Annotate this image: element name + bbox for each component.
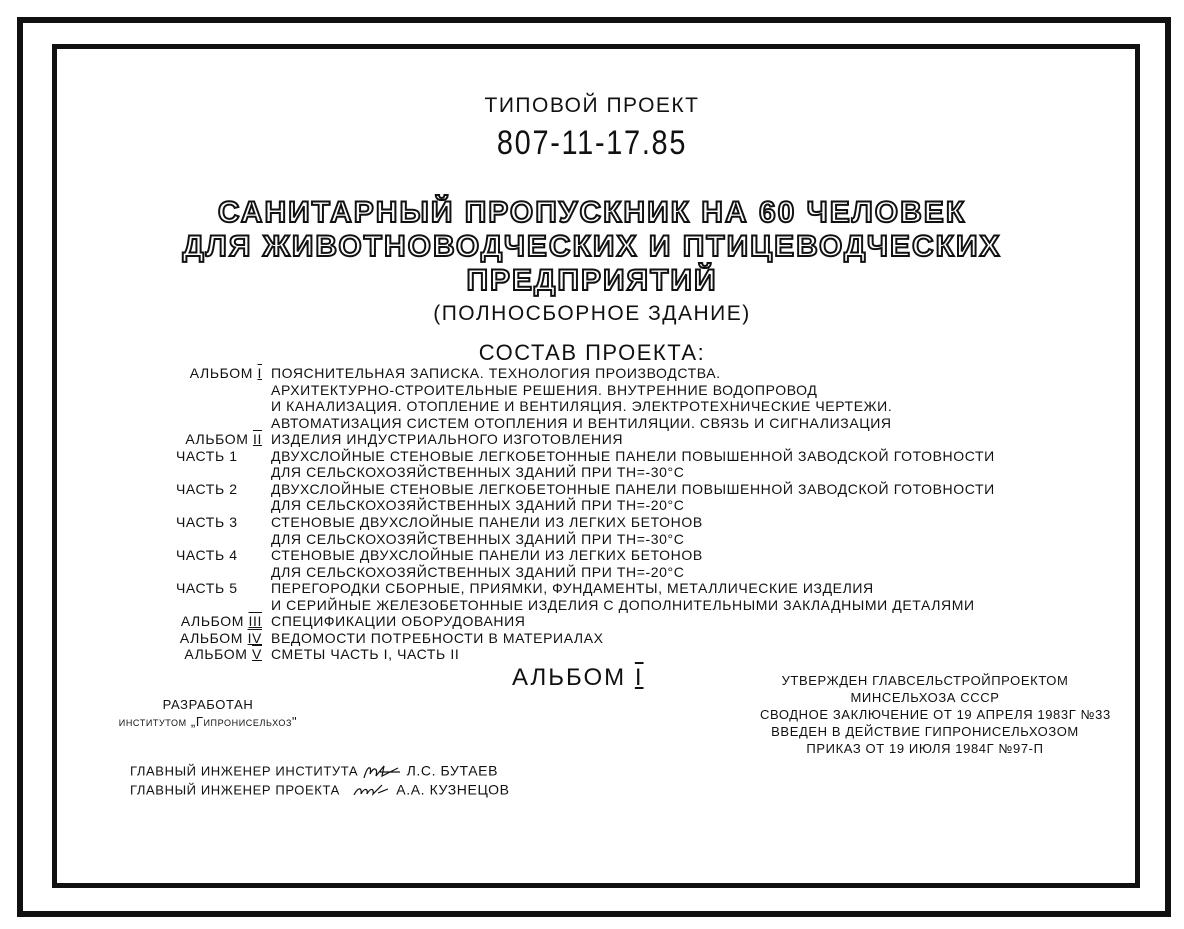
composition-row <box>0 514 1184 531</box>
row-text: ДЛЯ СЕЛЬСКОХОЗЯЙСТВЕННЫХ ЗДАНИЙ ПРИ TН=-30°C <box>271 464 685 481</box>
composition-row <box>0 646 1184 663</box>
title-line-2: ДЛЯ ЖИВОТНОВОДЧЕСКИХ И ПТИЦЕВОДЧЕСКИХ <box>182 230 1002 263</box>
developer-line-1: РАЗРАБОТАН <box>162 697 254 712</box>
row-text: ВЕДОМОСТИ ПОТРЕБНОСТИ В МАТЕРИАЛАХ <box>271 629 604 646</box>
row-numeral: V <box>252 646 262 663</box>
composition-row <box>0 497 1184 514</box>
row-label-text: ЧАСТЬ 4 <box>176 547 238 564</box>
approval-block <box>760 672 1111 757</box>
composition-row <box>0 382 1184 399</box>
signature-role: ГЛАВНЫЙ ИНЖЕНЕР ИНСТИТУТА <box>130 763 359 779</box>
signature-name: Л.С. БУТАЕВ <box>406 762 499 779</box>
row-numeral: IV <box>247 629 262 646</box>
row-label-text: АЛЬБОМ <box>184 646 248 663</box>
composition-row <box>0 630 1184 647</box>
row-label-text: АЛЬБОМ <box>189 365 253 381</box>
title-line-1: САНИТАРНЫЙ ПРОПУСКНИК НА 60 ЧЕЛОВЕК <box>217 196 967 229</box>
composition-row <box>0 580 1184 597</box>
row-text: АВТОМАТИЗАЦИЯ СИСТЕМ ОТОПЛЕНИЯ И ВЕНТИЛЯЦИИ. СВЯЗЬ И СИГНАЛИЗАЦИЯ <box>271 414 892 431</box>
row-label-text: ЧАСТЬ 5 <box>176 580 238 597</box>
row-label <box>176 580 238 597</box>
row-label-text: ЧАСТЬ 3 <box>176 513 238 530</box>
row-label-text: АЛЬБОМ <box>179 629 244 646</box>
composition-row <box>0 431 1184 448</box>
row-label <box>150 365 262 382</box>
album-label <box>512 664 644 692</box>
composition-row <box>0 415 1184 432</box>
row-numeral: I <box>257 365 262 381</box>
row-label <box>150 646 262 663</box>
row-text: СПЕЦИФИКАЦИИ ОБОРУДОВАНИЯ <box>271 613 526 630</box>
approval-line: УТВЕРЖДЕН ГЛАВСЕЛЬСТРОЙПРОЕКТОМ <box>781 673 1069 688</box>
row-text: ДВУХСЛОЙНЫЕ СТЕНОВЫЕ ЛЕГКОБЕТОННЫЕ ПАНЕЛИ ПОВЫШЕННОЙ ЗАВОДСКОЙ ГОТОВНОСТИ <box>271 447 995 464</box>
signature-row-2 <box>130 781 510 801</box>
row-label-text: ЧАСТЬ 1 <box>176 447 238 464</box>
row-text: СТЕНОВЫЕ ДВУХСЛОЙНЫЕ ПАНЕЛИ ИЗ ЛЕГКИХ БЕТОНОВ <box>271 547 703 564</box>
handwritten-signature-icon <box>362 762 402 782</box>
signature-role: ГЛАВНЫЙ ИНЖЕНЕР ПРОЕКТА <box>130 782 340 798</box>
composition-row <box>0 398 1184 415</box>
row-text: И СЕРИЙНЫЕ ЖЕЛЕЗОБЕТОННЫЕ ИЗДЕЛИЯ С ДОПОЛНИТЕЛЬНЫМИ ЗАКЛАДНЫМИ ДЕТАЛЯМИ <box>271 596 975 613</box>
approval-line: ПРИКАЗ ОТ 19 ИЮЛЯ 1984Г №97-П <box>806 741 1044 756</box>
row-label <box>176 547 238 564</box>
signature-name: А.А. КУЗНЕЦОВ <box>396 781 510 798</box>
approval-line: СВОДНОЕ ЗАКЛЮЧЕНИЕ ОТ 19 АПРЕЛЯ 1983Г №33 <box>760 707 1111 722</box>
row-text: СТЕНОВЫЕ ДВУХСЛОЙНЫЕ ПАНЕЛИ ИЗ ЛЕГКИХ БЕТОНОВ <box>271 513 703 530</box>
row-text: ДЛЯ СЕЛЬСКОХОЗЯЙСТВЕННЫХ ЗДАНИЙ ПРИ TН=-30°C <box>271 530 685 547</box>
row-label-text: АЛЬБОМ <box>180 613 245 630</box>
row-text: ПОЯСНИТЕЛЬНАЯ ЗАПИСКА. ТЕХНОЛОГИЯ ПРОИЗВОДСТВА. <box>271 365 721 381</box>
row-label <box>176 514 238 531</box>
row-text: И КАНАЛИЗАЦИЯ. ОТОПЛЕНИЕ И ВЕНТИЛЯЦИЯ. ЭЛЕКТРОТЕХНИЧЕСКИЕ ЧЕРТЕЖИ. <box>271 398 893 415</box>
handwritten-signature-icon <box>352 781 392 801</box>
composition-row <box>0 547 1184 564</box>
row-label-text: ЧАСТЬ 2 <box>176 480 238 497</box>
row-text: ИЗДЕЛИЯ ИНДУСТРИАЛЬНОГО ИЗГОТОВЛЕНИЯ <box>271 431 624 448</box>
composition-row <box>0 448 1184 465</box>
row-text: СМЕТЫ ЧАСТЬ I, ЧАСТЬ II <box>271 646 460 663</box>
row-label <box>176 481 238 498</box>
row-numeral: II <box>253 431 262 448</box>
album-numeral: I <box>634 664 644 691</box>
composition-row <box>0 564 1184 581</box>
composition-row <box>0 481 1184 498</box>
row-label <box>150 431 262 448</box>
approval-line: ВВЕДЕН В ДЕЙСТВИЕ ГИПРОНИСЕЛЬХОЗОМ <box>771 724 1079 739</box>
developer-block <box>78 696 338 730</box>
row-text: ДЛЯ СЕЛЬСКОХОЗЯЙСТВЕННЫХ ЗДАНИЙ ПРИ TН=-20°C <box>271 563 685 580</box>
row-label-text: АЛЬБОМ <box>185 431 249 448</box>
composition-heading: СОСТАВ ПРОЕКТА: <box>478 340 706 365</box>
developer-line-2: институтом „Гипронисельхоз" <box>118 714 298 729</box>
composition-row <box>0 464 1184 481</box>
row-text: АРХИТЕКТУРНО-СТРОИТЕЛЬНЫЕ РЕШЕНИЯ. ВНУТРЕННИЕ ВОДОПРОВОД <box>271 381 818 398</box>
composition-row <box>0 613 1184 630</box>
composition-row <box>0 531 1184 548</box>
title-subtitle: (ПОЛНОСБОРНОЕ ЗДАНИЕ) <box>433 302 751 325</box>
composition-row <box>0 597 1184 614</box>
project-number: 807-11-17.85 <box>496 124 688 162</box>
row-numeral: III <box>248 613 262 630</box>
row-text: ДВУХСЛОЙНЫЕ СТЕНОВЫЕ ЛЕГКОБЕТОННЫЕ ПАНЕЛИ ПОВЫШЕННОЙ ЗАВОДСКОЙ ГОТОВНОСТИ <box>271 480 995 497</box>
project-type-label: ТИПОВОЙ ПРОЕКТ <box>484 94 700 117</box>
row-label <box>150 613 262 630</box>
row-text: ДЛЯ СЕЛЬСКОХОЗЯЙСТВЕННЫХ ЗДАНИЙ ПРИ TН=-20°C <box>271 497 685 514</box>
approval-line: МИНСЕЛЬХОЗА СССР <box>850 690 1000 705</box>
composition-row <box>0 365 1184 382</box>
row-label <box>176 448 238 465</box>
row-text: ПЕРЕГОРОДКИ СБОРНЫЕ, ПРИЯМКИ, ФУНДАМЕНТЫ, МЕТАЛЛИЧЕСКИЕ ИЗДЕЛИЯ <box>271 580 874 597</box>
title-line-3: ПРЕДПРИЯТИЙ <box>466 264 718 297</box>
album-word: АЛЬБОМ <box>512 664 627 691</box>
row-label <box>150 630 262 647</box>
signature-row-1 <box>130 762 498 782</box>
